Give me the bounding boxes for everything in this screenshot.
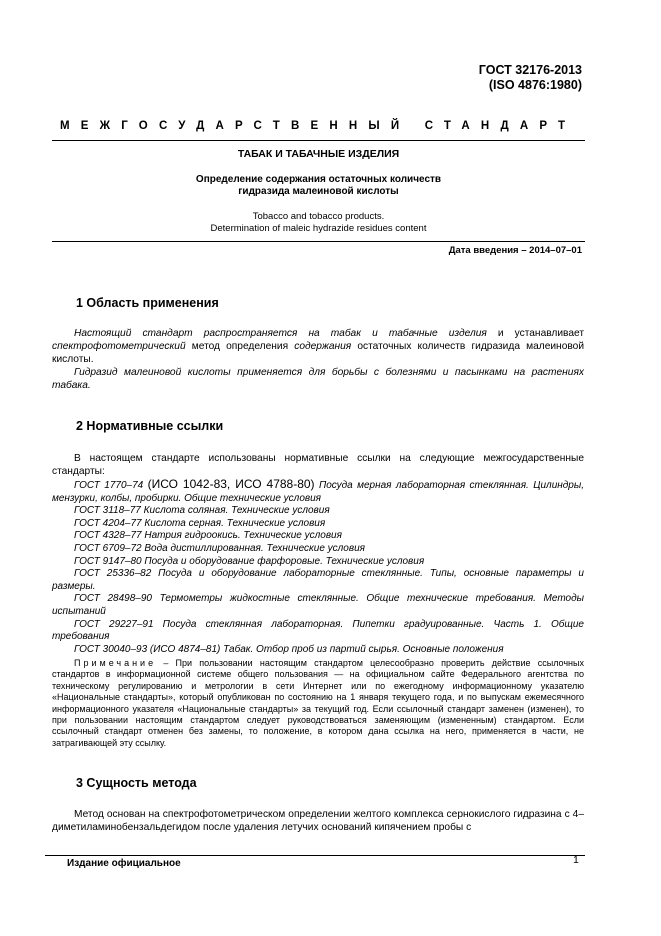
note-block xyxy=(52,658,584,749)
scope-text-e: содержания xyxy=(294,341,352,352)
section-2-intro xyxy=(52,452,584,478)
section-2-heading: 2 Нормативные ссылки xyxy=(76,419,224,433)
section-3-body xyxy=(52,808,584,834)
date-divider xyxy=(52,241,585,242)
reference-title: Посуда мерная лабораторная стеклянная. Цилиндры, мензурки, колбы, пробирки. Общие технические условия xyxy=(52,480,584,504)
introduction-date: Дата введения – 2014–07–01 xyxy=(448,245,582,256)
reference-item: ГОСТ 9147–80 Посуда и оборудование фарфоровые. Технические условия xyxy=(74,555,425,567)
reference-item: ГОСТ 28498–90 Термометры жидкостные стеклянные. Общие технические требования. Методы испытаний xyxy=(52,593,584,617)
scope-text-d: метод определения xyxy=(185,341,295,352)
normative-references-list xyxy=(52,478,584,656)
english-title xyxy=(52,211,585,235)
reference-item: ГОСТ 3118–77 Кислота соляная. Технические условия xyxy=(74,505,330,517)
scope-text-c: спектрофотометрический xyxy=(52,341,186,352)
reference-item: ГОСТ 4204–77 Кислота серная. Технические условия xyxy=(74,517,326,529)
interstate-standard-banner: МЕЖГОСУДАРСТВЕННЫЙ СТАНДАРТ xyxy=(60,120,577,132)
reference-code: ГОСТ 1770–74 xyxy=(74,480,148,491)
standard-code-gost: ГОСТ 32176-2013 xyxy=(478,63,582,77)
subtitle-line-1: Определение содержания остаточных количеств xyxy=(195,174,442,185)
note-paragraph xyxy=(52,658,584,749)
english-title-line-2: Determination of maleic hydrazide residues content xyxy=(210,223,427,234)
reference-item: ГОСТ 6709–72 Вода дистиллированная. Технические условия xyxy=(74,542,365,554)
scope-text-b: и устанавливает xyxy=(486,328,584,339)
page-number: 1 xyxy=(573,854,579,866)
reference-item: ГОСТ 29227–91 Посуда стеклянная лабораторная. Пипетки градуированные. Часть 1. Общие требования xyxy=(52,618,584,643)
reference-item: ГОСТ 30040–93 (ИСО 4874–81) Табак. Отбор проб из партий сырья. Основные положения xyxy=(74,643,504,655)
reference-item xyxy=(52,478,584,505)
note-text: – При пользовании настоящим стандартом целесообразно проверить действие ссылочных стандартов в информационной системе общего пользования — на официальном сайте Федерального агентства по техническому регулированию и метрологии в сети Интернет или по ежегодному информационному указателю «Национальные стандарты», который опубликован по состоянию на 1 января текущего года, и по выпускам ежемесячного информационного указателя «Национальные стандарты» за текущий год. Если ссылочный стандарт заменен (изменен), то при пользовании настоящим стандартом следует руководствоваться заменяющим (измененным) стандартом. Если ссылочный стандарт отменен без замены, то положение, в котором дана ссылка на него, применяется в части, не затрагивающей эту ссылку. xyxy=(52,658,584,748)
footer-divider xyxy=(45,855,585,856)
section-1-paragraph-1 xyxy=(52,327,584,366)
note-label: Примечание xyxy=(74,658,157,668)
section-2-intro-text: В настоящем стандарте использованы нормативные ссылки на следующие межгосударственные стандарты: xyxy=(52,453,584,477)
document-subtitle xyxy=(52,174,585,198)
section-3-heading: 3 Сущность метода xyxy=(76,776,197,790)
document-title: ТАБАК И ТАБАЧНЫЕ ИЗДЕЛИЯ xyxy=(237,148,400,160)
subtitle-line-2: гидразида малеиновой кислоты xyxy=(238,186,399,197)
english-title-line-1: Tobacco and tobacco products. xyxy=(252,211,385,222)
standard-code xyxy=(479,63,582,93)
section-1-paragraph-2: Гидразид малеиновой кислоты применяется для борьбы с болезнями и пасынками на растениях табака. xyxy=(52,367,584,391)
standard-code-iso: (ISO 4876:1980) xyxy=(488,78,582,92)
scope-text-f: остаточных количеств гидразида малеиновой кислоты. xyxy=(52,341,585,365)
scope-text-a: Настоящий стандарт распространяется на табак и табачные изделия xyxy=(74,328,487,339)
reference-iso: (ИСО 1042-83, ИСО 4788-80) xyxy=(147,477,315,491)
section-1-body xyxy=(52,327,584,392)
reference-item: ГОСТ 25336–82 Посуда и оборудование лабораторные стеклянные. Типы, основные параметры и размеры. xyxy=(52,568,584,592)
official-edition-label: Издание официальное xyxy=(67,858,181,869)
top-divider xyxy=(52,140,585,141)
section-3-paragraph-1: Метод основан на спектрофотометрическом определении желтого комплекса сернокислого гидразина с 4–диметиламинобензальдегидом после удаления летучих оснований кипячением пробы с xyxy=(52,809,584,833)
section-1-heading: 1 Область применения xyxy=(76,296,219,310)
reference-item: ГОСТ 4328–77 Натрия гидроокись. Технические условия xyxy=(74,530,342,542)
